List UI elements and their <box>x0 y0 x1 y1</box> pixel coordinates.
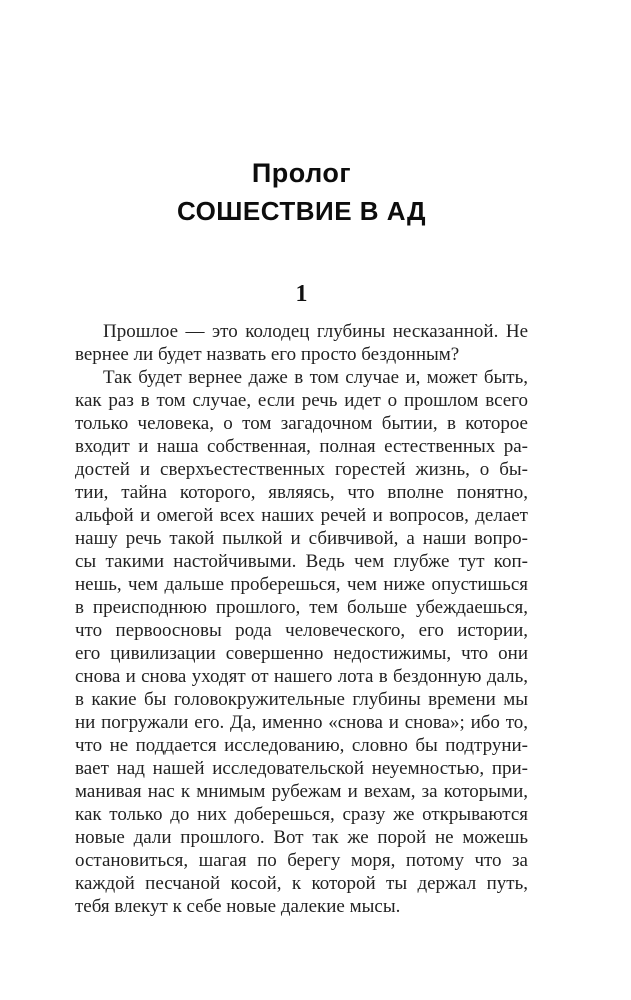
text-line: в преисподнюю прошлого, тем больше убеждаешься, <box>75 597 528 618</box>
text-line: входит и наша собственная, полная естественных ра- <box>75 436 528 457</box>
text-line: альфой и омегой всех наших речей и вопросов, делает <box>75 505 528 526</box>
text-line: что не поддается исследованию, словно бы подтруни- <box>75 735 528 756</box>
text-line: ни погружали его. Да, именно «снова и снова»; ибо то, <box>75 712 528 733</box>
text-line: Прошлое — это колодец глубины несказанной. Не <box>103 321 528 342</box>
text-line: как раз в том случае, если речь идет о прошлом всего <box>75 390 528 411</box>
text-line: Так будет вернее даже в том случае и, может быть, <box>103 367 528 388</box>
text-line: нашу речь такой пылкой и сбивчивой, а наши вопро- <box>75 528 528 549</box>
text-line: что первоосновы рода человеческого, его истории, <box>75 620 528 641</box>
text-line: снова и снова уходят от нашего лота в бездонную даль, <box>75 666 528 687</box>
text-line: остановиться, шагая по берегу моря, потому что за <box>75 850 528 871</box>
text-line: тии, тайна которого, являясь, что вполне понятно, <box>75 482 528 503</box>
text-line: достей и сверхъестественных горестей жизнь, о бы- <box>75 459 528 480</box>
text-line: каждой песчаной косой, к которой ты держал путь, <box>75 873 528 894</box>
text-line: только человека, о том загадочном бытии, в которое <box>75 413 528 434</box>
text-line: как только до них доберешься, сразу же открываются <box>75 804 528 825</box>
text-line: новые дали прошлого. Вот так же порой не можешь <box>75 827 528 848</box>
text-line: манивая нас к мнимым рубежам и вехам, за которыми, <box>75 781 528 802</box>
chapter-title: СОШЕСТВИЕ В АД <box>176 196 427 226</box>
chapter-header <box>75 158 528 225</box>
section-number: 1 <box>295 281 308 307</box>
text-line: в какие бы головокружительные глубины времени мы <box>75 689 528 710</box>
part-title: Пролог <box>251 158 352 188</box>
text-line: сы такими настойчивыми. Ведь чем глубже тут коп- <box>75 551 528 572</box>
text-line: вает над нашей исследовательской неуемностью, при- <box>75 758 528 779</box>
text-line: нешь, чем дальше проберешься, чем ниже опустишься <box>75 574 528 595</box>
body-text <box>75 320 528 918</box>
text-line: тебя влекут к себе новые далекие мысы. <box>75 896 401 917</box>
text-line: вернее ли будет назвать его просто бездонным? <box>75 344 460 365</box>
text-line: его цивилизации совершенно недостижимы, что они <box>75 643 528 664</box>
